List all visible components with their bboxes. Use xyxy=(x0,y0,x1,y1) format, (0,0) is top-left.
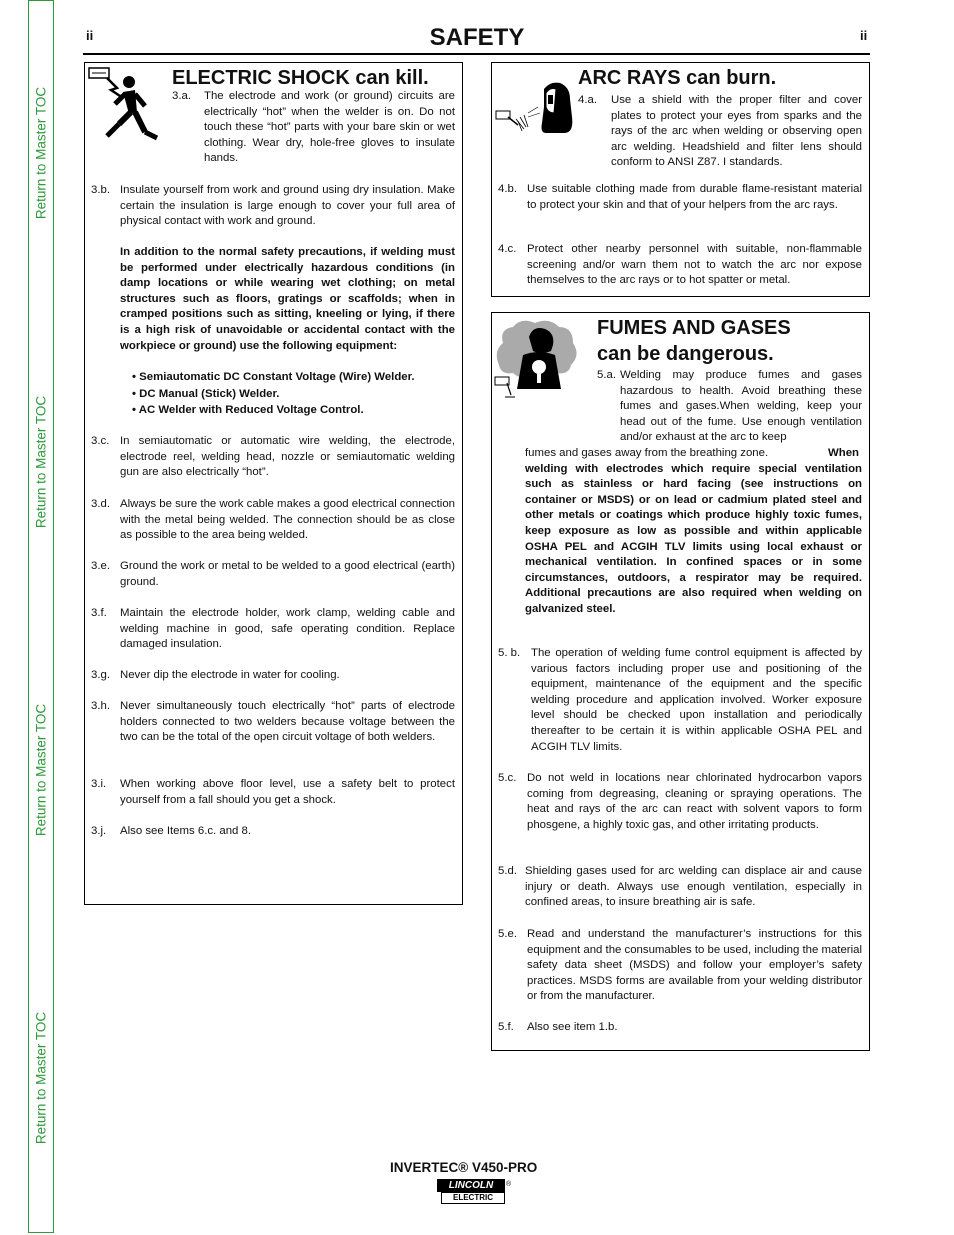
item-number: 5.d. xyxy=(498,865,517,877)
electric-shock-heading: ELECTRIC SHOCK can kill. xyxy=(172,67,429,89)
logo-registered-mark: ® xyxy=(506,1181,512,1188)
page-number-left: ii xyxy=(86,28,94,43)
item-text: Read and understand the manufacturer’s instructions for this equipment and the consumables to be used, including the material safety data sheet (MSDS) and follow your employer’s safety practices. MSDS forms are available from your welding distributor or from the manufacturer. xyxy=(527,928,862,1003)
equipment-bullet: • AC Welder with Reduced Voltage Control. xyxy=(132,404,364,416)
item-text: The operation of welding fume control equipment is affected by various factors including proper use and positioning of the equipment, maintenance of the equipment and the specific welding procedure and application involved. Worker exposure level should be checked upon installation and periodically thereafter to be certain it is within applicable OSHA PEL and ACGIH TLV limits. xyxy=(531,647,862,753)
item-text: Ground the work or metal to be welded to a good electrical (earth) ground. xyxy=(120,560,455,588)
fumes-heading-line1: FUMES AND GASES xyxy=(597,317,791,339)
item-text: Shielding gases used for arc welding can displace air and cause injury or death. Always use enough ventilation, especially in confined areas, to insure breathing air is safe. xyxy=(525,865,862,909)
item-text: Use suitable clothing made from durable flame-resistant material to protect your skin and that of your helpers from the arc rays. xyxy=(527,183,862,211)
item-text: In semiautomatic or automatic wire welding, the electrode, electrode reel, welding head, nozzle or semiautomatic welding gun are also electrically “hot”. xyxy=(120,435,455,479)
item-number: 3.i. xyxy=(91,778,107,790)
item-text-bold: When welding with electrodes which require special ventilation such as stainless or hard facing (see instructions on container or MSDS) or on lead or cadmium plated steel and other metals or coatings which produce highly toxic fumes, keep exposure as low as possible and within applicable OSHA PEL and ACGIH TLV limits using local exhaust or mechanical ventilation. In confined spaces or in some circumstances, outdoors, a respirator may be required. Additional precautions are also required when welding on galvanized steel. xyxy=(525,447,862,615)
item-text: Also see Items 6.c. and 8. xyxy=(120,825,252,837)
item-number: 4.a. xyxy=(578,94,597,106)
lincoln-electric-logo xyxy=(437,1179,513,1205)
item-text: Welding may produce fumes and gases hazardous to health. Avoid breathing these fumes and gases.When welding, keep your head out of the fume. Use enough ventilation and/or exhaust at the arc to keep xyxy=(620,369,862,444)
item-text: Use a shield with the proper filter and cover plates to protect your eyes from sparks and the rays of the arc when welding or observing open arc welding. Headshield and filter lens should conform to ANSI Z87. I standards. xyxy=(611,94,862,169)
equipment-bullet: • Semiautomatic DC Constant Voltage (Wire) Welder. xyxy=(132,371,415,383)
item-number: 5.a. xyxy=(597,369,616,381)
item-text: The electrode and work (or ground) circuits are electrically “hot” when the welder is on. Do not touch these “hot” parts with your bare skin or wet clothing. Wear dry, hole-free gloves to insulate hands. xyxy=(204,90,455,165)
item-text: Never simultaneously touch electrically “hot” parts of electrode holders connected to two welders because voltage between the two can be the total of the open circuit voltage of both welders. xyxy=(120,700,455,744)
item-text: Insulate yourself from work and ground using dry insulation. Make certain the insulation is large enough to cover your full area of physical contact with work and ground. xyxy=(120,184,455,228)
item-text: Also see item 1.b. xyxy=(527,1021,618,1033)
return-to-master-toc-link[interactable]: Return to Master TOC xyxy=(33,395,49,529)
page-title: SAFETY xyxy=(429,24,525,51)
item-number: 3.g. xyxy=(91,669,110,681)
item-number: 3.a. xyxy=(172,90,191,102)
item-number: 3.d. xyxy=(91,498,110,510)
item-number: 5. b. xyxy=(498,647,521,659)
electric-shock-icon xyxy=(87,66,169,146)
return-to-master-toc-link[interactable]: Return to Master TOC xyxy=(33,703,49,837)
arc-rays-heading: ARC RAYS can burn. xyxy=(578,67,777,89)
item-text: Do not weld in locations near chlorinated hydrocarbon vapors coming from degreasing, cleaning or spraying operations. The heat and rays of the arc can react with solvent vapors to form phosgene, a highly toxic gas, and other irritating products. xyxy=(527,772,862,831)
return-to-master-toc-link[interactable]: Return to Master TOC xyxy=(33,86,49,220)
item-text: Protect other nearby personnel with suitable, non-flammable screening and/or warn them not to watch the arc nor expose themselves to the arc rays or to hot spatter or metal. xyxy=(527,243,862,287)
header-rule xyxy=(83,53,870,55)
item-number: 3.j. xyxy=(91,825,107,837)
item-number: 3.b. xyxy=(91,184,110,196)
fumes-heading-line2: can be dangerous. xyxy=(597,343,774,365)
return-to-master-toc-link[interactable]: Return to Master TOC xyxy=(33,1011,49,1145)
item-number: 5.f. xyxy=(498,1021,514,1033)
item-number: 4.c. xyxy=(498,243,517,255)
item-text: When working above floor level, use a safety belt to protect yourself from a fall should you get a shock. xyxy=(120,778,455,806)
product-model: INVERTEC® V450-PRO xyxy=(390,1160,538,1175)
logo-top: LINCOLN xyxy=(437,1179,505,1192)
item-number: 5.e. xyxy=(498,928,517,940)
page-number-right: ii xyxy=(860,28,868,43)
item-number: 3.f. xyxy=(91,607,107,619)
item-text-bold: In addition to the normal safety precautions, if welding must be performed under electrically hazardous conditions (in damp locations or while wearing wet clothing; on metal structures such as floors, gratings or scaffolds; when in cramped positions such as sitting, kneeling or lying, if there is a high risk of unavoidable or accidental contact with the workpiece or ground) use the following equipment: xyxy=(120,246,455,352)
equipment-bullet: • DC Manual (Stick) Welder. xyxy=(132,388,280,400)
arc-rays-icon xyxy=(494,77,576,139)
item-number: 4.b. xyxy=(498,183,517,195)
item-text: Never dip the electrode in water for cooling. xyxy=(120,669,340,681)
item-number: 5.c. xyxy=(498,772,517,784)
item-number: 3.h. xyxy=(91,700,110,712)
item-text: fumes and gases away from the breathing zone. xyxy=(525,447,769,459)
fumes-gases-icon xyxy=(493,315,583,405)
item-number: 3.e. xyxy=(91,560,110,572)
item-text: Always be sure the work cable makes a good electrical connection with the metal being welded. The connection should be as close as possible to the area being welded. xyxy=(120,498,455,542)
item-text: Maintain the electrode holder, work clamp, welding cable and welding machine in good, safe operating condition. Replace damaged insulation. xyxy=(120,607,455,651)
logo-bottom: ELECTRIC xyxy=(441,1192,505,1204)
item-number: 3.c. xyxy=(91,435,110,447)
